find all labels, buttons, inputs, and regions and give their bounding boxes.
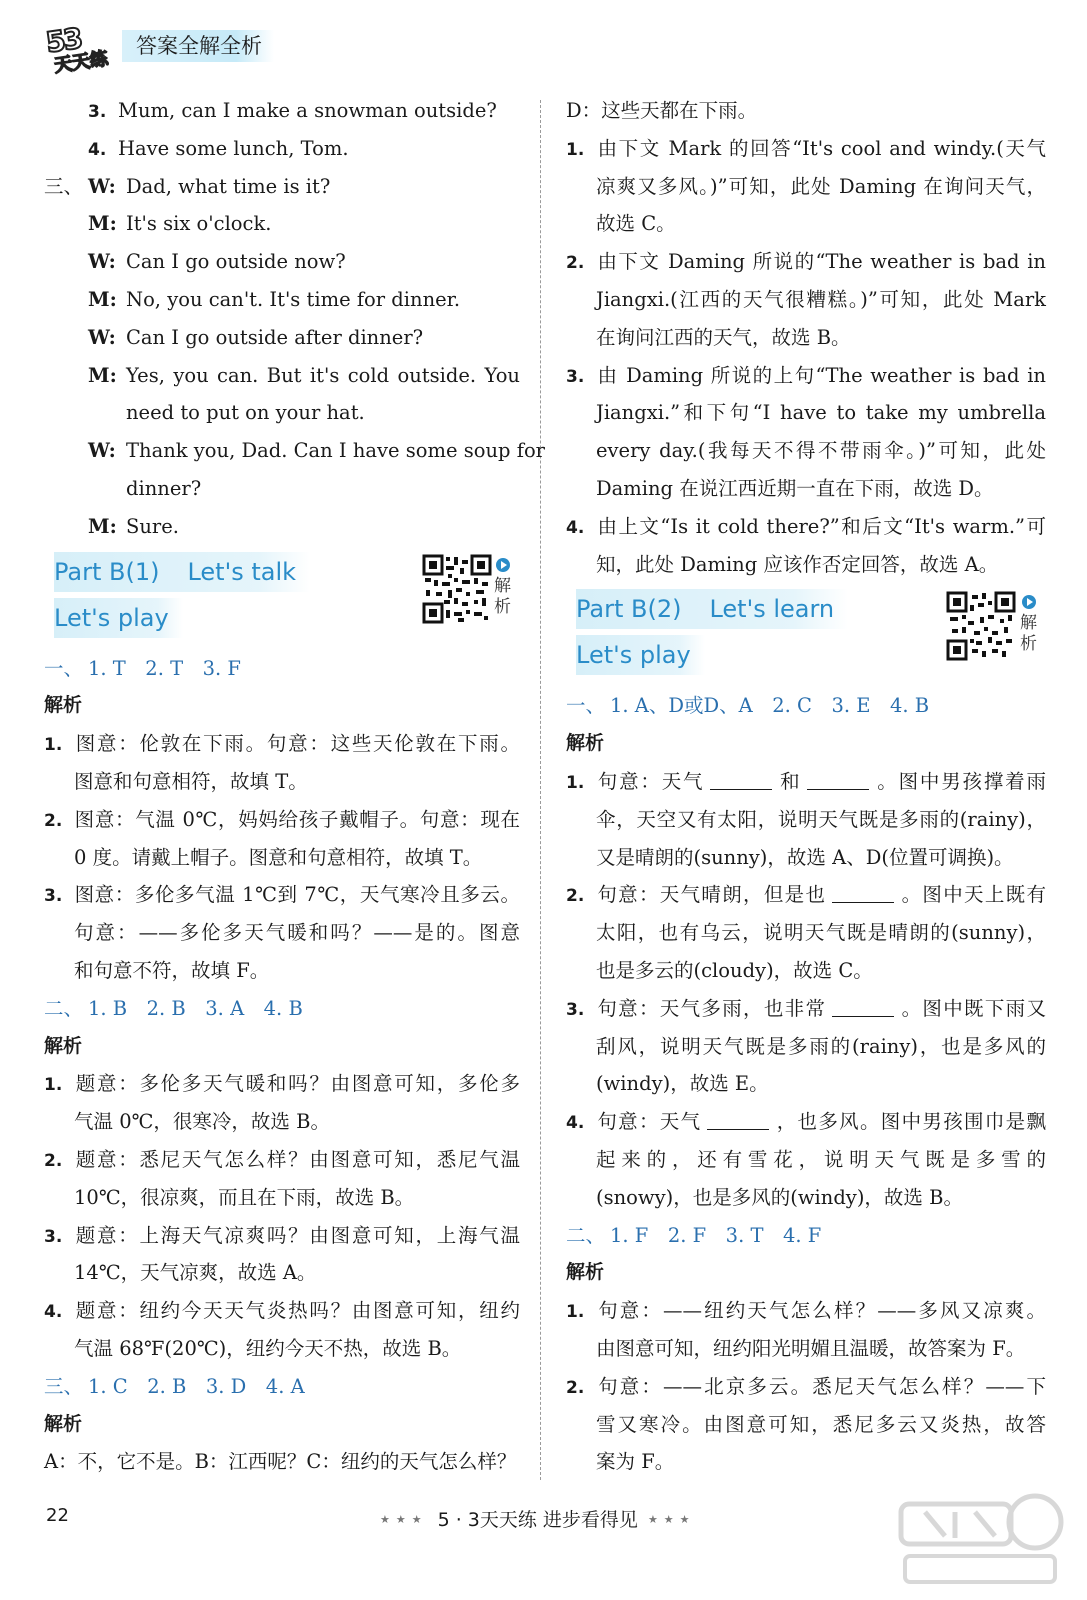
- analysis-line: 2. 句意：天气晴朗，但是也 。图中天上既有: [566, 883, 1046, 907]
- analysis-line: 4. 题意：纽约今天天气炎热吗？由图意可知，纽约: [44, 1299, 520, 1323]
- analysis-line: 知，此处 Daming 应该作否定回答，故选 A。: [596, 552, 999, 576]
- answer-key: 二、 1. B 2. B 3. A 4. B: [44, 996, 303, 1020]
- options-line: D：这些天都在下雨。: [566, 99, 758, 122]
- analysis-line: Jiangxi.(江西的天气很糟糕。)”可知，此处 Mark: [596, 287, 1046, 311]
- analysis-line: 故选 C。: [596, 212, 676, 236]
- analysis-line: 2. 句意：——北京多云。悉尼天气怎么样？——下: [566, 1374, 1046, 1398]
- analysis-line: Jiangxi.”和下句“I have to take my umbrella: [596, 401, 1046, 425]
- column-divider: [540, 100, 541, 1480]
- analysis-line: 2. 题意：悉尼天气怎么样？由图意可知，悉尼气温: [44, 1147, 520, 1171]
- answer-blank: [832, 995, 894, 1017]
- footer-slogan: ★★★ 5 · 3天天练 进步看得见 ★★★: [380, 1509, 696, 1531]
- answer-line: 3. Mum, can I make a snowman outside?: [88, 99, 497, 122]
- analysis-line: 图意和句意相符，故填 T。: [74, 769, 308, 793]
- part-heading: [566, 587, 1046, 681]
- analysis-line: 也是多云的(cloudy)，故选 C。: [596, 958, 873, 982]
- options-line: A：不，它不是。B：江西呢？C：纽约的天气怎么样？: [44, 1450, 517, 1474]
- qr-code-icon: [946, 591, 1016, 661]
- page-number: 22: [46, 1505, 69, 1526]
- analysis-line: 3. 图意：多伦多气温 1℃到 7℃，天气寒冷且多云。: [44, 883, 520, 907]
- part-title: Part B(1) Let's talk: [54, 552, 310, 592]
- answer-key: 三、 1. C 2. B 3. D 4. A: [44, 1374, 305, 1398]
- dialogue-line: 三、 W: Dad, what time is it?: [44, 174, 331, 198]
- analysis-line: 4. 由上文“Is it cold there?”和后文“It's warm.”可: [566, 514, 1046, 538]
- logo-main-text: 53: [43, 21, 84, 60]
- analysis-line: 刮风，说明天气既是多雨的(rainy)，也是多风的: [596, 1034, 1046, 1058]
- analysis-line: 1. 题意：多伦多天气暖和吗？由图意可知，多伦多: [44, 1072, 520, 1096]
- part-heading: [44, 550, 520, 644]
- dialogue-line: W: Can I go outside after dinner?: [88, 325, 424, 349]
- answer-blank: [807, 768, 869, 790]
- analysis-line: 10℃，很凉爽，而且在下雨，故选 B。: [74, 1185, 415, 1209]
- qr-code[interactable]: [422, 554, 511, 624]
- analysis-heading: 解析: [566, 732, 605, 755]
- part-subtitle: Let's play: [54, 598, 183, 638]
- analysis-line: Daming 在说江西近期一直在下雨，故选 D。: [596, 476, 994, 500]
- qr-code-icon: [422, 554, 492, 624]
- answer-blank: [707, 1108, 769, 1130]
- analysis-line: 在询问江西的天气，故选 B。: [596, 325, 851, 349]
- answer-key: 一、 1. T 2. T 3. F: [44, 656, 241, 680]
- analysis-line: 气温 68℉(20℃)，纽约今天不热，故选 B。: [74, 1336, 462, 1360]
- logo-sub-text: 天天练: [53, 48, 110, 77]
- left-column: [44, 92, 546, 1481]
- page-header: [42, 21, 342, 77]
- qr-label: 解析: [1020, 613, 1037, 655]
- analysis-line: 2. 图意：气温 0℃，妈妈给孩子戴帽子。句意：现在: [44, 807, 520, 831]
- analysis-line: 0 度。请戴上帽子。图意和句意相符，故填 T。: [74, 845, 483, 869]
- star-decoration-icon: ★★★: [647, 1513, 696, 1526]
- analysis-line: 1. 句意：——纽约天气怎么样？——多风又凉爽。: [566, 1299, 1046, 1323]
- analysis-line: 1. 图意：伦敦在下雨。句意：这些天伦敦在下雨。: [44, 732, 520, 756]
- analysis-line: 3. 由 Daming 所说的上句“The weather is bad in: [566, 363, 1046, 387]
- analysis-line: 4. 句意：天气 ，也多风。图中男孩围巾是飘: [566, 1110, 1046, 1134]
- analysis-line: (windy)，故选 E。: [596, 1072, 769, 1096]
- part-title: Part B(2) Let's learn: [576, 589, 848, 629]
- analysis-heading: 解析: [44, 1034, 83, 1057]
- part-subtitle: Let's play: [576, 635, 705, 675]
- answer-blank: [832, 881, 894, 903]
- header-title: 答案全解全析: [122, 30, 274, 62]
- dialogue-line: dinner?: [126, 476, 202, 500]
- brand-logo: [42, 21, 110, 77]
- answer-line: 4. Have some lunch, Tom.: [88, 136, 349, 160]
- analysis-line: 太阳，也有乌云，说明天气既是晴朗的(sunny)，: [596, 921, 1046, 945]
- analysis-line: (snowy)，也是多风的(windy)，故选 B。: [596, 1185, 963, 1209]
- analysis-line: 14℃，天气凉爽，故选 A。: [74, 1261, 317, 1285]
- analysis-line: 3. 题意：上海天气凉爽吗？由图意可知，上海气温: [44, 1223, 520, 1247]
- analysis-line: 3. 句意：天气多雨，也非常 。图中既下雨又: [566, 996, 1046, 1020]
- analysis-line: 雪又寒冷。由图意可知，悉尼多云又炎热，故答: [596, 1412, 1046, 1436]
- analysis-line: 2. 由下文 Daming 所说的“The weather is bad in: [566, 250, 1046, 274]
- analysis-line: 由图意可知，纽约阳光明媚且温暖，故答案为 F。: [596, 1336, 1026, 1360]
- play-icon: [1022, 595, 1036, 609]
- analysis-line: 又是晴朗的(sunny)，故选 A、D(位置可调换)。: [596, 845, 1014, 869]
- analysis-line: 案为 F。: [596, 1450, 675, 1474]
- analysis-line: 起来的，还有雪花，说明天气既是多雪的: [596, 1147, 1046, 1171]
- analysis-line: 句意：——多伦多天气暖和吗？——是的。图意: [74, 921, 520, 945]
- dialogue-line: M: It's six o'clock.: [88, 212, 272, 236]
- answer-key: 二、 1. F 2. F 3. T 4. F: [566, 1223, 822, 1247]
- analysis-heading: 解析: [566, 1261, 605, 1284]
- answer-blank: [710, 768, 772, 790]
- analysis-line: every day.(我每天不得不带雨伞。)”可知，此处: [596, 439, 1046, 463]
- analysis-line: 1. 由下文 Mark 的回答“It's cool and windy.(天气: [566, 136, 1046, 160]
- qr-label: 解析: [494, 575, 511, 617]
- dialogue-line: M: No, you can't. It's time for dinner.: [88, 287, 461, 311]
- analysis-heading: 解析: [44, 1412, 83, 1435]
- dialogue-line: M: Sure.: [88, 514, 179, 538]
- play-icon: [496, 558, 510, 572]
- dialogue-line: M: Yes, you can. But it's cold outside. You: [88, 363, 520, 387]
- analysis-line: 1. 句意：天气 和 。图中男孩撑着雨: [566, 769, 1046, 793]
- dialogue-line: W: Thank you, Dad. Can I have some soup for: [88, 439, 546, 463]
- analysis-line: 凉爽又多风。)”可知，此处 Daming 在询问天气，: [596, 174, 1046, 198]
- dialogue-line: need to put on your hat.: [126, 401, 365, 425]
- analysis-line: 和句意不符，故填 F。: [74, 958, 270, 982]
- watermark-logo: [895, 1482, 1065, 1592]
- answer-key: 一、 1. A、D或D、A 2. C 3. E 4. B: [566, 694, 930, 718]
- right-column: [566, 92, 1046, 1481]
- analysis-heading: 解析: [44, 694, 83, 717]
- qr-code[interactable]: [946, 591, 1037, 661]
- dialogue-line: W: Can I go outside now?: [88, 250, 346, 274]
- analysis-line: 气温 0℃，很寒冷，故选 B。: [74, 1110, 330, 1134]
- analysis-line: 伞，天空又有太阳，说明天气既是多雨的(rainy)，: [596, 807, 1046, 831]
- star-decoration-icon: ★★★: [380, 1513, 428, 1526]
